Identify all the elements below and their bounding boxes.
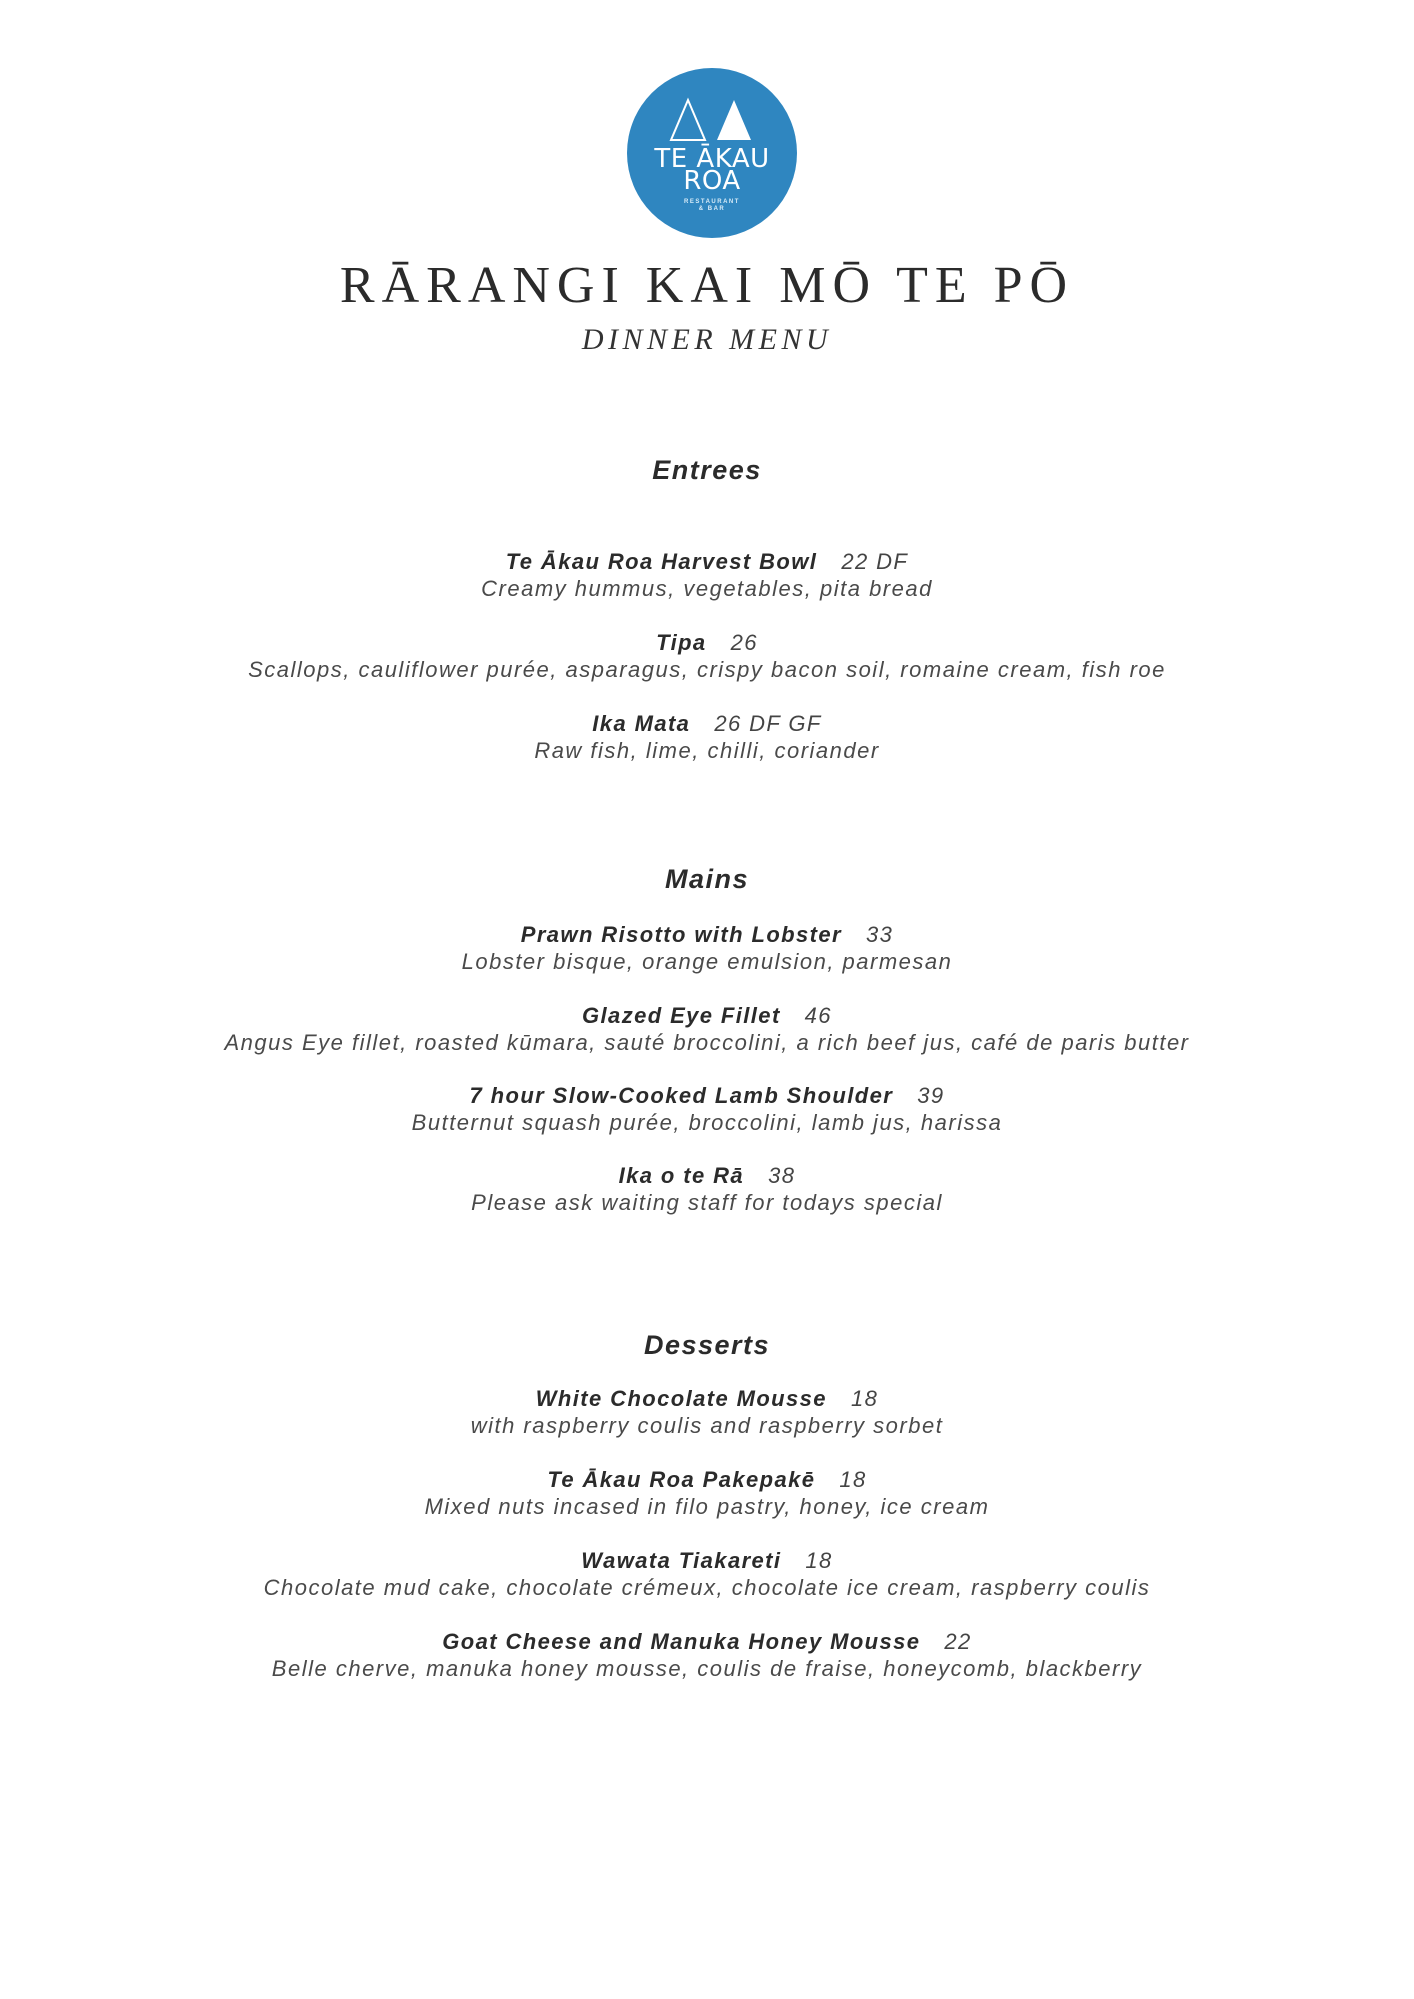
menu-item-description: Belle cherve, manuka honey mousse, coulis de fraise, honeycomb, blackberry xyxy=(271,1656,1143,1681)
item-title: Goat Cheese and Manuka Honey Mousse xyxy=(442,1629,921,1654)
menu-item-description: Scallops, cauliflower purée, asparagus, crispy bacon soil, romaine cream, fish roe xyxy=(248,657,1166,682)
item-price: 22 xyxy=(944,1629,972,1654)
logo-sub-line2: & BAR xyxy=(698,206,726,212)
menu-item-description: Angus Eye fillet, roasted kūmara, sauté broccolini, a rich beef jus, café de paris butter xyxy=(224,1030,1190,1055)
item-price: 22 DF xyxy=(841,549,909,574)
restaurant-logo xyxy=(627,68,797,238)
section-title-mains: Mains xyxy=(664,864,750,894)
logo-name-line2: ROA xyxy=(683,166,741,196)
item-price: 38 xyxy=(768,1163,796,1188)
menu-item-description: Creamy hummus, vegetables, pita bread xyxy=(481,576,933,601)
menu-item-name xyxy=(0,1548,1414,1574)
menu-item-description: Raw fish, lime, chilli, coriander xyxy=(534,738,880,763)
item-title: Ika Mata xyxy=(592,711,691,736)
item-title: White Chocolate Mousse xyxy=(535,1386,827,1411)
menu-item-name xyxy=(0,1003,1414,1029)
menu-item-description: Mixed nuts incased in filo pastry, honey, ice cream xyxy=(424,1494,990,1519)
item-title: Ika o te Rā xyxy=(618,1163,745,1188)
menu-item-description: Lobster bisque, orange emulsion, parmesan xyxy=(461,949,953,974)
item-price: 26 xyxy=(730,630,758,655)
item-price: 18 xyxy=(839,1467,867,1492)
menu-item-name xyxy=(0,1163,1414,1189)
item-price: 39 xyxy=(917,1083,945,1108)
menu-item-description: Chocolate mud cake, chocolate crémeux, chocolate ice cream, raspberry coulis xyxy=(263,1575,1151,1600)
item-title: Wawata Tiakareti xyxy=(581,1548,782,1573)
menu-item-name xyxy=(0,1629,1414,1655)
menu-item-name xyxy=(0,1386,1414,1412)
item-title: 7 hour Slow-Cooked Lamb Shoulder xyxy=(469,1083,894,1108)
item-price: 26 DF GF xyxy=(714,711,822,736)
menu-item-description: Butternut squash purée, broccolini, lamb jus, harissa xyxy=(411,1110,1003,1135)
logo-sub-line1: RESTAURANT xyxy=(684,199,740,205)
item-price: 18 xyxy=(850,1386,879,1411)
menu-item-name xyxy=(0,1083,1414,1109)
item-title: Glazed Eye Fillet xyxy=(582,1003,781,1028)
item-title: Te Ākau Roa Pakepakē xyxy=(547,1467,816,1492)
menu-item-name xyxy=(0,630,1414,656)
item-price: 46 xyxy=(804,1003,832,1028)
menu-item-name xyxy=(0,1467,1414,1493)
item-title: Tipa xyxy=(656,630,707,655)
item-price: 18 xyxy=(805,1548,833,1573)
item-title: Prawn Risotto with Lobster xyxy=(520,922,842,947)
page-subtitle: DINNER MENU xyxy=(581,323,833,356)
menu-item-description: Please ask waiting staff for todays special xyxy=(471,1190,943,1215)
item-title: Te Ākau Roa Harvest Bowl xyxy=(505,549,818,574)
menu-item-name xyxy=(0,549,1414,575)
logo-name-line1: TE ĀKAU xyxy=(654,144,770,174)
menu-item-name xyxy=(0,922,1414,948)
page-title: RĀRANGI KAI MŌ TE PŌ xyxy=(339,257,1075,314)
section-title-entrees: Entrees xyxy=(652,455,762,485)
item-price: 33 xyxy=(865,922,894,947)
menu-item-description: with raspberry coulis and raspberry sorbet xyxy=(470,1413,944,1438)
menu-item-name xyxy=(0,711,1414,737)
section-title-desserts: Desserts xyxy=(643,1330,771,1360)
